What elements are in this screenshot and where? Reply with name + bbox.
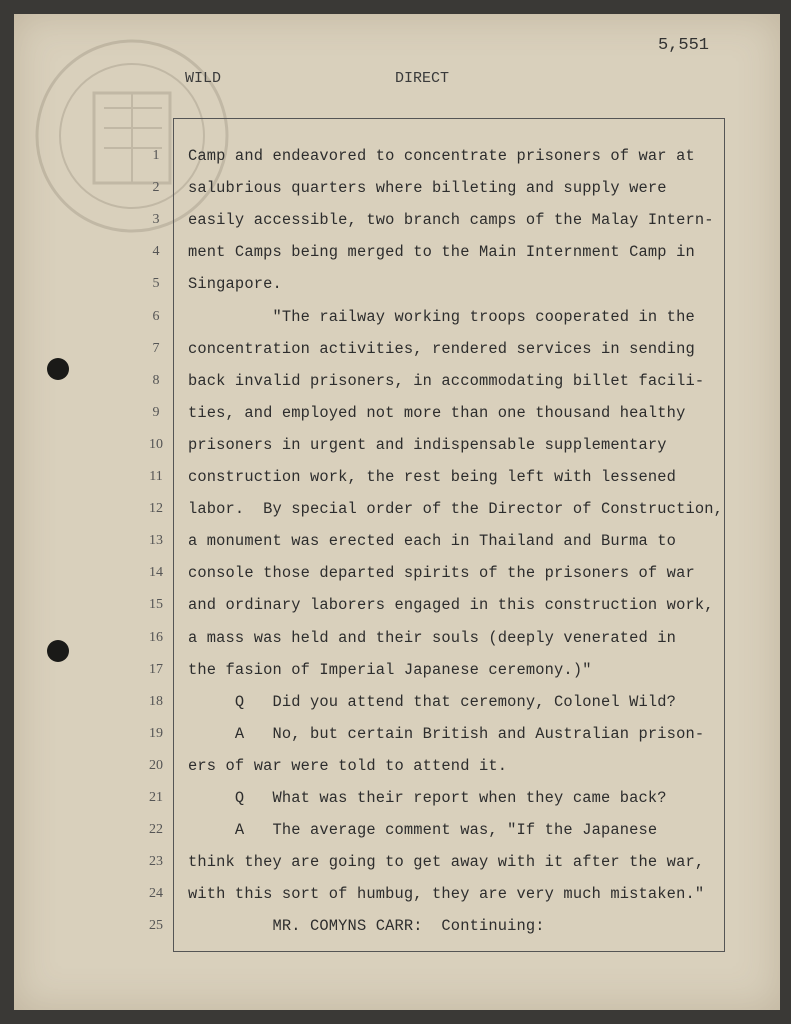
line-number: 15 (149, 597, 163, 613)
transcript-line: ment Camps being merged to the Main Internment Camp in (188, 243, 695, 262)
line-number: 13 (149, 533, 163, 549)
transcript-line: a mass was held and their souls (deeply venerated in (188, 628, 677, 647)
transcript-line: prisoners in urgent and indispensable supplementary (188, 435, 667, 454)
line-number: 21 (149, 790, 163, 805)
witness-name: WILD (185, 70, 222, 87)
line-number: 8 (152, 372, 160, 388)
page-number: 5,551 (658, 36, 710, 55)
line-number: 23 (149, 854, 163, 870)
transcript-line: and ordinary laborers engaged in this construction work, (188, 596, 714, 615)
line-number: 1 (152, 148, 160, 163)
transcript-line: MR. COMYNS CARR: Continuing: (188, 917, 545, 936)
transcript-line: A No, but certain British and Australian prison- (188, 724, 705, 743)
line-number: 12 (149, 501, 163, 517)
line-number: 2 (152, 180, 160, 196)
transcript-line: Q What was their report when they came back? (188, 789, 667, 807)
line-number: 9 (152, 404, 160, 420)
punch-hole-top (47, 358, 69, 380)
line-number: 25 (149, 918, 163, 934)
line-number: 6 (152, 308, 160, 324)
transcript-line: back invalid prisoners, in accommodating billet facili- (188, 371, 705, 390)
line-number: 22 (149, 822, 163, 838)
transcript-line: salubrious quarters where billeting and supply were (188, 179, 667, 198)
punch-hole-bottom (47, 640, 69, 662)
transcript-line: easily accessible, two branch camps of the Malay Intern- (188, 211, 714, 230)
transcript-line: think they are going to get away with it after the war, (188, 853, 705, 872)
transcript-line: the fasion of Imperial Japanese ceremony.)" (188, 660, 592, 679)
transcript-line: Camp and endeavored to concentrate prisoners of war at (188, 147, 695, 165)
transcript-line: with this sort of humbug, they are very much mistaken." (188, 885, 705, 904)
line-number: 24 (149, 886, 163, 902)
transcript-line: labor. By special order of the Director of Construction, (188, 500, 723, 519)
line-number: 3 (152, 212, 160, 228)
line-number: 20 (149, 757, 163, 773)
line-number: 17 (149, 661, 163, 677)
transcript-line: "The railway working troops cooperated in the (188, 307, 695, 326)
line-number: 16 (149, 629, 163, 645)
transcript-line: Q Did you attend that ceremony, Colonel Wild? (188, 692, 677, 711)
line-number: 19 (149, 725, 163, 741)
line-number: 14 (149, 565, 163, 581)
transcript-line: construction work, the rest being left with lessened (188, 468, 677, 486)
transcript-line: ties, and employed not more than one thousand healthy (188, 403, 686, 422)
line-number: 4 (152, 244, 160, 260)
line-number: 18 (149, 693, 163, 709)
transcript-line: A The average comment was, "If the Japanese (188, 821, 658, 840)
transcript-line: console those departed spirits of the prisoners of war (188, 564, 695, 583)
line-number: 5 (152, 276, 160, 292)
transcript-line: a monument was erected each in Thailand and Burma to (188, 532, 677, 551)
line-number: 7 (152, 340, 160, 356)
transcript-line: concentration activities, rendered services in sending (188, 339, 695, 358)
transcript-line: Singapore. (188, 275, 282, 294)
transcript-line: ers of war were told to attend it. (188, 756, 508, 775)
line-number: 10 (149, 436, 163, 452)
examination-type: DIRECT (395, 70, 450, 87)
line-number: 11 (149, 469, 163, 484)
